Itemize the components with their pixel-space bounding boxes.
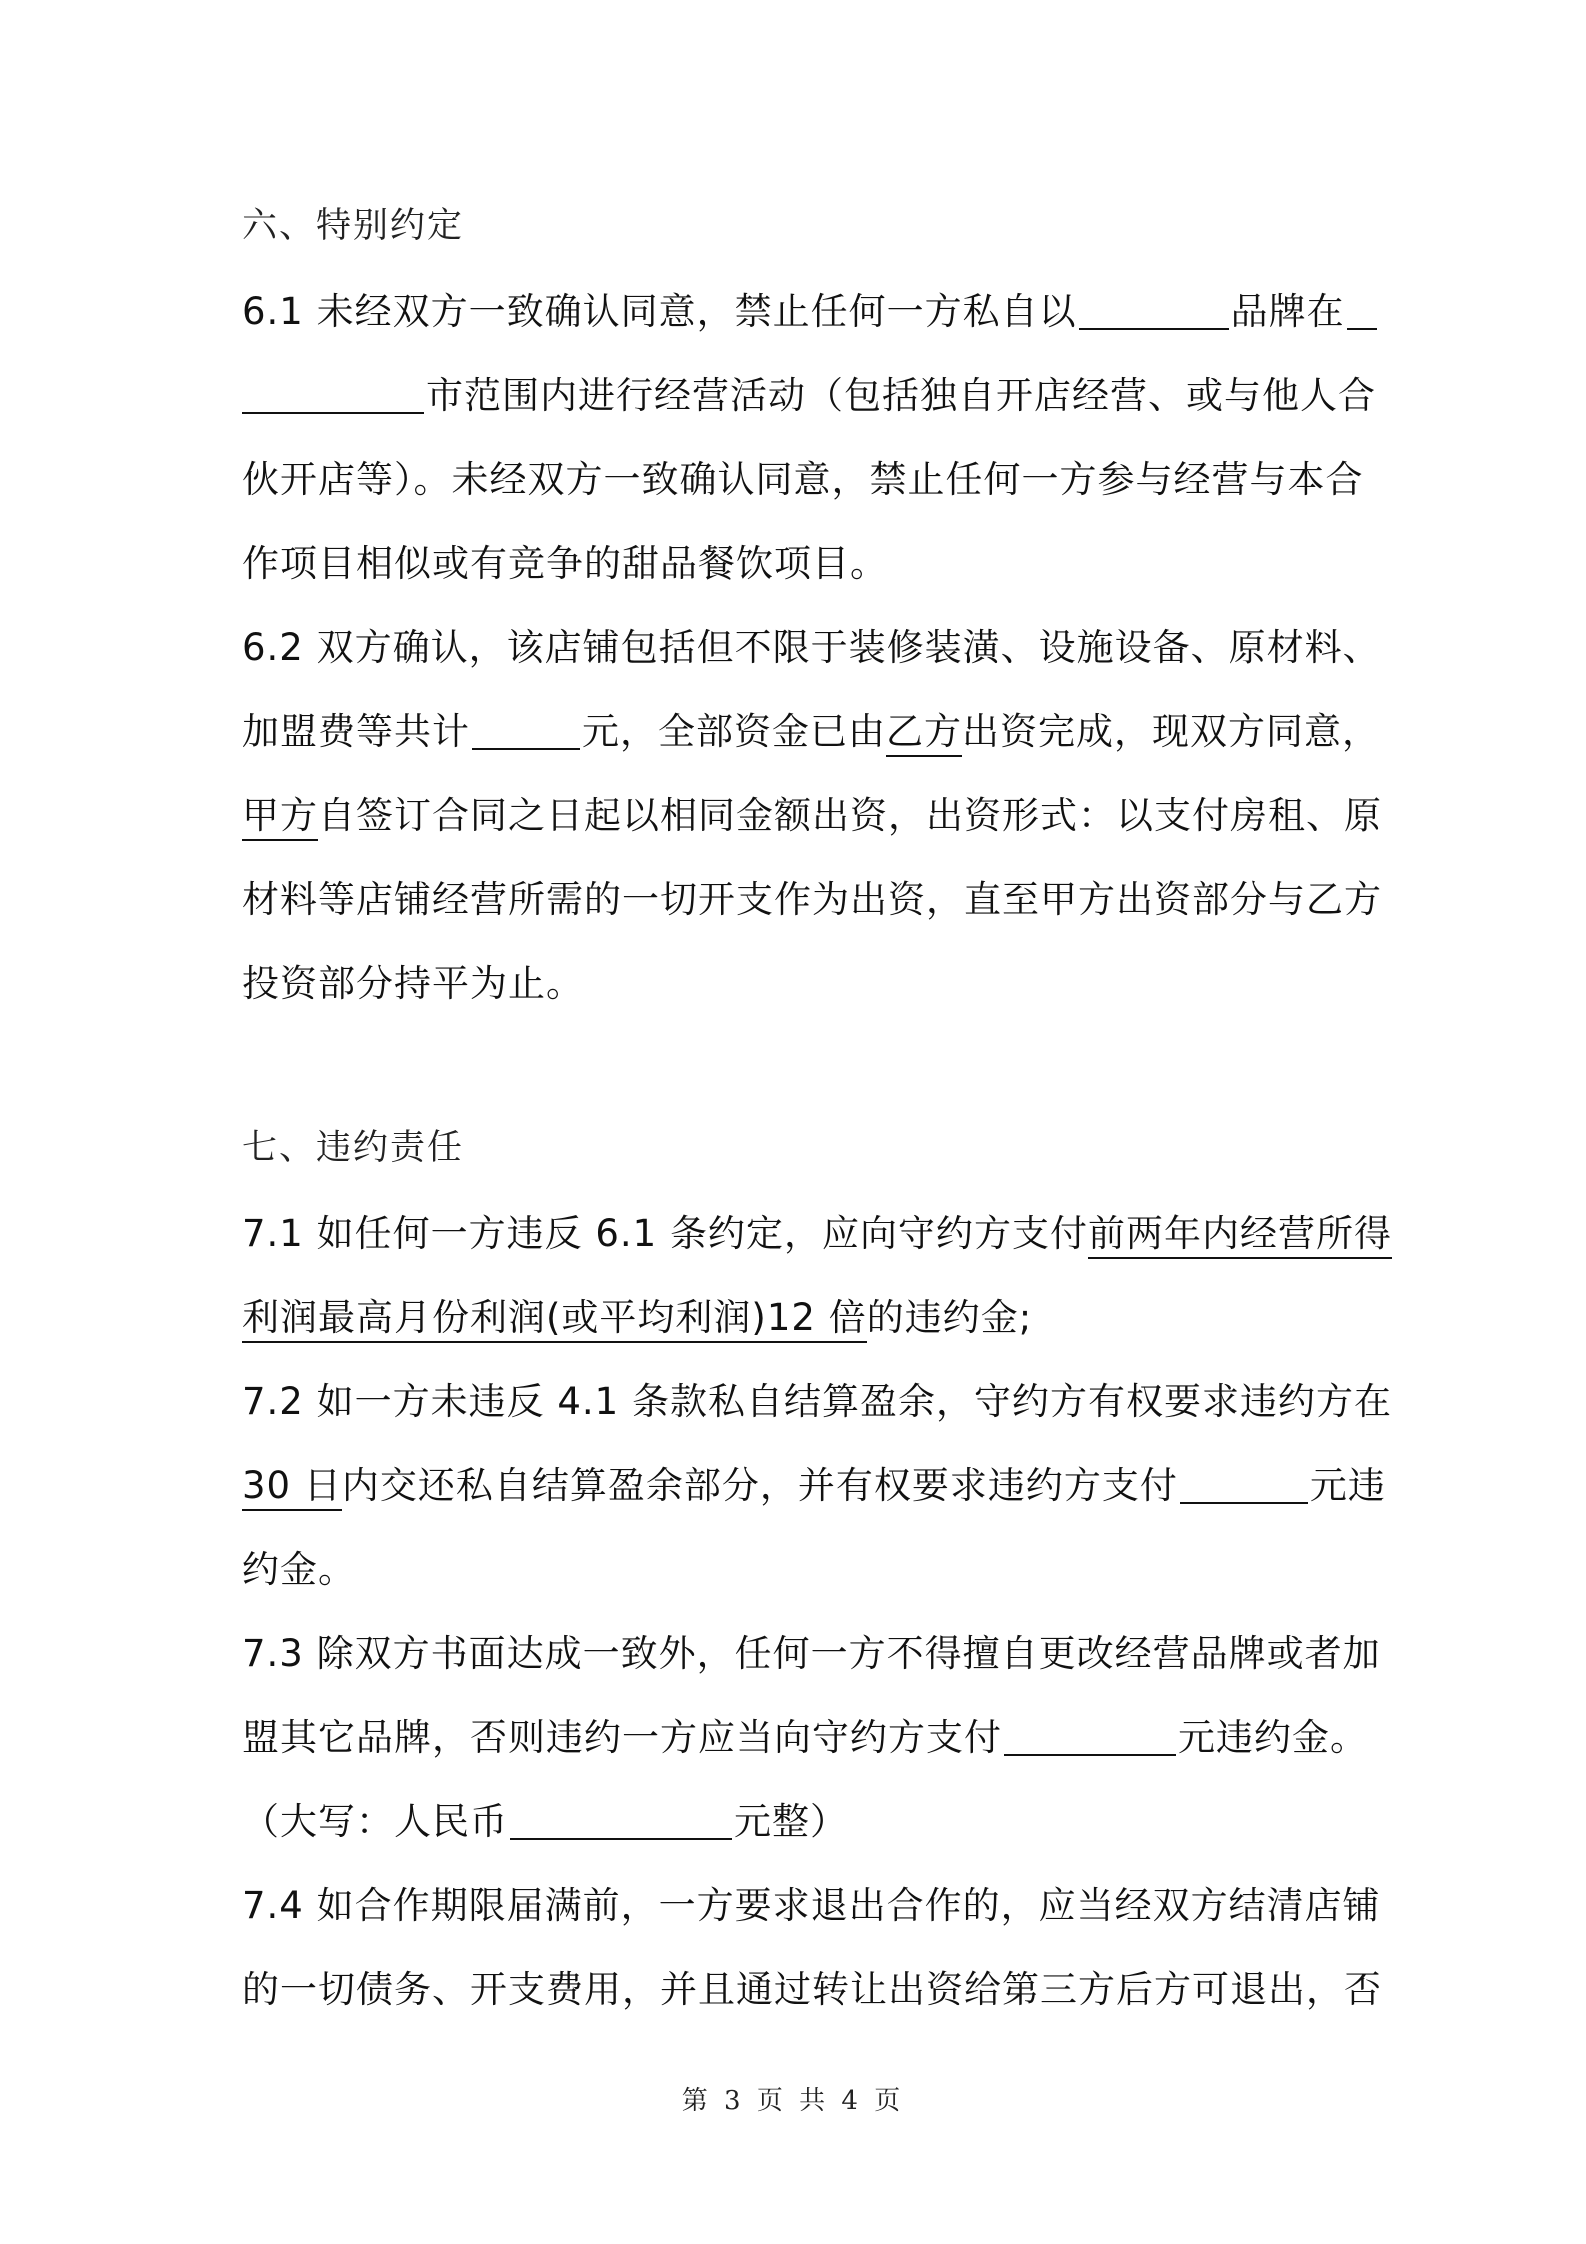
clause-7-1-underlined-b: 利润最高月份利润(或平均利润)12 倍 bbox=[242, 1296, 867, 1343]
city-blank-start bbox=[1347, 290, 1377, 330]
clause-6-2-line-5: 投资部分持平为止。 bbox=[242, 962, 584, 1005]
clause-7-3-text-a: 盟其它品牌，否则违约一方应当向守约方支付 bbox=[242, 1716, 1002, 1759]
clause-6-2-text-c: 出资完成，现双方同意， bbox=[962, 710, 1380, 753]
clause-7-4-line-1: 7.4 如合作期限届满前，一方要求退出合作的，应当经双方结清店铺 bbox=[242, 1884, 1381, 1927]
party-b-underlined: 乙方 bbox=[886, 710, 962, 757]
clause-7-4-line-2: 的一切债务、开支费用，并且通过转让出资给第三方后方可退出，否 bbox=[242, 1968, 1382, 2011]
clause-6-1-text-b: 品牌在 bbox=[1230, 290, 1345, 333]
clause-6-2-text-b: 元，全部资金已由 bbox=[582, 710, 886, 753]
capital-amount-suffix: 元整） bbox=[734, 1800, 848, 1843]
clause-6-1-line-1 bbox=[242, 282, 1352, 342]
clause-7-2-text-b: 内交还私自结算盈余部分，并有权要求违约方支付 bbox=[341, 1464, 1178, 1507]
page-number-footer: 第 3 页 共 4 页 bbox=[681, 2086, 905, 2116]
section-7-heading: 七、违约责任 bbox=[242, 1128, 465, 1168]
capital-amount-label: （大写：人民币 bbox=[242, 1800, 508, 1843]
penalty-amount-blank bbox=[1180, 1464, 1308, 1504]
clause-6-2-text-d: 自签订合同之日起以相同金额出资，出资形式：以支付房租、原 bbox=[318, 794, 1382, 837]
brand-change-penalty-blank bbox=[1004, 1716, 1176, 1756]
brand-blank bbox=[1079, 290, 1229, 330]
clause-7-1-line-2 bbox=[242, 1288, 1352, 1348]
clause-6-2-line-2 bbox=[242, 702, 1380, 762]
clause-6-1-line-2 bbox=[242, 366, 1376, 426]
clause-7-3-line-2 bbox=[242, 1708, 1368, 1768]
clause-6-1-line-4: 作项目相似或有竞争的甜品餐饮项目。 bbox=[242, 542, 888, 585]
city-blank bbox=[242, 374, 424, 414]
clause-7-1-underlined-a: 前两年内经营所得 bbox=[1088, 1212, 1392, 1259]
clause-7-1-text-a: 7.1 如任何一方违反 6.1 条约定，应向守约方支付 bbox=[242, 1212, 1088, 1255]
clause-6-1-text-c: 市范围内进行经营活动（包括独自开店经营、或与他人合 bbox=[426, 374, 1376, 417]
clause-7-1-line-1 bbox=[242, 1204, 1392, 1264]
clause-6-2-line-1: 6.2 双方确认，该店铺包括但不限于装修装潢、设施设备、原材料、 bbox=[242, 626, 1381, 669]
clause-6-1-text-a: 6.1 未经双方一致确认同意，禁止任何一方私自以 bbox=[242, 290, 1077, 333]
clause-7-2-line-2 bbox=[242, 1456, 1386, 1516]
clause-7-2-line-1: 7.2 如一方未违反 4.1 条款私自结算盈余，守约方有权要求违约方在 bbox=[242, 1380, 1392, 1423]
clause-7-3-text-b: 元违约金。 bbox=[1178, 1716, 1368, 1759]
clause-6-2-line-4: 材料等店铺经营所需的一切开支作为出资，直至甲方出资部分与乙方 bbox=[242, 878, 1382, 921]
capital-amount-blank bbox=[510, 1800, 732, 1840]
clause-7-3-line-1: 7.3 除双方书面达成一致外，任何一方不得擅自更改经营品牌或者加 bbox=[242, 1632, 1381, 1675]
clause-7-1-text-b: 的违约金; bbox=[866, 1296, 1033, 1339]
total-amount-blank bbox=[472, 710, 580, 750]
thirty-days-underlined: 30 日 bbox=[242, 1464, 342, 1511]
clause-7-2-line-3: 约金。 bbox=[242, 1548, 356, 1591]
clause-7-2-text-c: 元违 bbox=[1309, 1464, 1386, 1507]
clause-6-1-line-3: 伙开店等）。未经双方一致确认同意，禁止任何一方参与经营与本合 bbox=[242, 458, 1364, 501]
party-a-underlined: 甲方 bbox=[242, 794, 318, 841]
clause-6-2-text-a: 加盟费等共计 bbox=[242, 710, 470, 753]
clause-6-2-line-3 bbox=[242, 786, 1382, 846]
clause-7-3-line-3 bbox=[242, 1792, 1352, 1852]
section-6-heading: 六、特别约定 bbox=[242, 206, 465, 246]
